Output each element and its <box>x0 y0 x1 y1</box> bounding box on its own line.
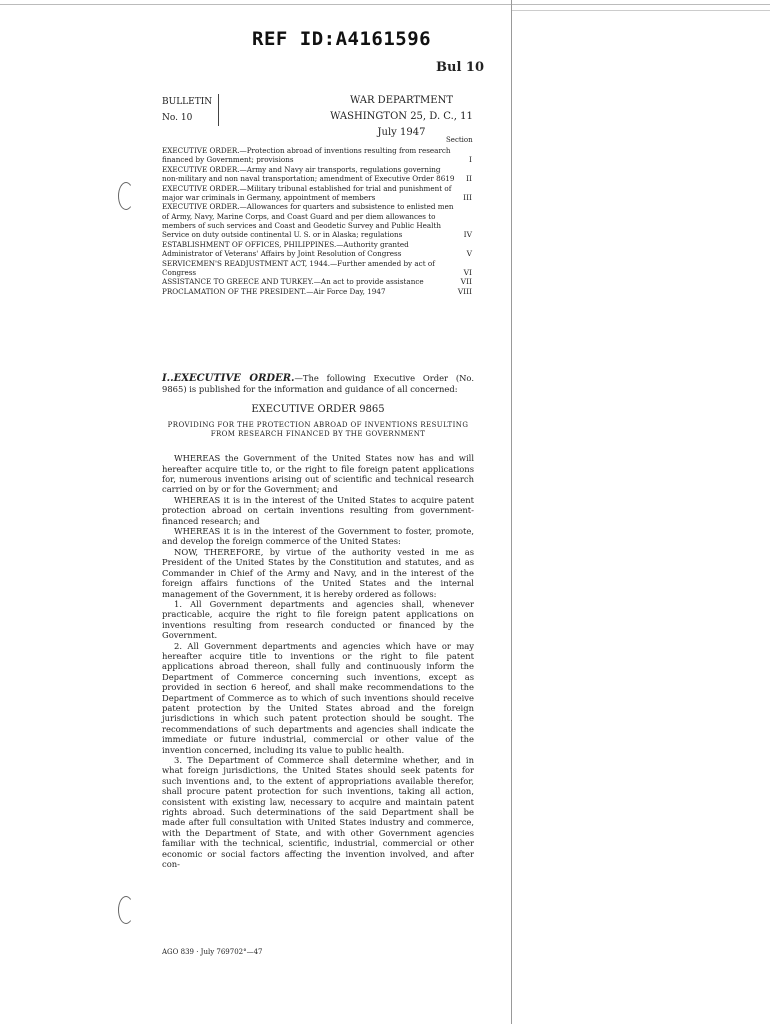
bulletin-block <box>162 94 219 126</box>
toc-item: ASSISTANCE TO GREECE AND TURKEY.—An act to provide assistance VII <box>162 277 472 287</box>
toc-item: SERVICEMEN'S READJUSTMENT ACT, 1944.—Further amended by act of Congress VI <box>162 258 472 277</box>
toc-section-heading: Section <box>446 136 473 144</box>
intro-paragraph <box>162 373 474 395</box>
table-of-contents <box>162 146 472 296</box>
top-rule <box>0 4 770 5</box>
toc-item: PROCLAMATION OF THE PRESIDENT.—Air Force Day, 1947 VIII <box>162 286 472 296</box>
paragraph: 3. The Department of Commerce shall determine whether, and in what foreign jurisdictions, the United States should seek patents for such inventions and, to the extent of appropriations available therefor, shall procure patent protection for such inventions, taking all action, consistent with existing law, necessary to acquire and maintain patent rights abroad. Such determinations of the said Department shall be made after full consultation with United States industry and commerce, with the Department of State, and with other Government agencies familiar with the technical, scientific, industrial, commercial or other economic or social factors affecting the invention involved, and after con- <box>162 755 474 870</box>
intro-text: —The following Executive Order (No. 9865) is published for the information and guidance of all concerned: <box>162 373 474 395</box>
bulletin-label: BULLETIN <box>162 97 213 107</box>
page-edge <box>511 0 512 1024</box>
paragraph: 1. All Government departments and agencies shall, whenever practicable, acquire the right to file foreign patent applications on inventions resulting from research conducted or financed by the Government. <box>162 598 474 641</box>
paragraph: WHEREAS it is in the interest of the Government to foster, promote, and develop the foreign commerce of the United States: <box>162 526 474 547</box>
adjacent-page-rule <box>512 10 770 11</box>
paragraph: 2. All Government departments and agencies which have or may hereafter acquire title to inventions or the right to file patent applications abroad thereon, shall fully and continuously inform the Department of Commerce concerning such inventions, except as provided in section 6 hereof, and shall make recommendations to the Department of Commerce as to which of such inventions should receive patent protection by the United States abroad and the foreign jurisdictions in which such patent protection should be sought. The recommendations of such departments and agencies shall indicate the immediate or future industrial, commercial or other value of the invention concerned, including its value to public health. <box>162 640 474 755</box>
department-name: WAR DEPARTMENT <box>349 95 454 106</box>
punch-hole <box>118 896 134 924</box>
paragraph: WHEREAS the Government of the United States now has and will hereafter acquire title to, or the right to file foreign patent applications for, numerous inventions arising out of scientific and technical research carried on by or for the Government; and <box>162 453 474 495</box>
print-footer: AGO 839 · July 769702°—47 <box>162 948 263 956</box>
executive-order-title: EXECUTIVE ORDER 9865 <box>251 403 385 415</box>
toc-item: EXECUTIVE ORDER.—Allowances for quarters and subsistence to enlisted men of Army, Navy, Marine Corps, and Coast Guard and per diem allowances to members of such services and Coast and Geodetic Survey and Public Health Service on duty outside continental U. S. or in Alaska; regulations IV <box>162 202 472 240</box>
bulletin-number: No. 10 <box>162 113 193 123</box>
department-block <box>329 93 474 141</box>
intro-heading: I..EXECUTIVE ORDER. <box>162 373 295 384</box>
bulletin-number-corner: Bul 10 <box>436 60 484 75</box>
toc-item: EXECUTIVE ORDER.—Military tribunal established for trial and punishment of major war criminals in Germany, appointment of members III <box>162 183 472 202</box>
paragraph: NOW, THEREFORE, by virtue of the authority vested in me as President of the United States by the Constitution and statutes, and as Commander in Chief of the Army and Navy, and in the interest of the foreign affairs functions of the United States and the internal management of the Government, it is hereby ordered as follows: <box>162 546 474 599</box>
dateline: WASHINGTON 25, D. C., 11 July 1947 <box>330 111 473 138</box>
executive-order-subtitle: PROVIDING FOR THE PROTECTION ABROAD OF INVENTIONS RESULTING FROM RESEARCH FINANCED BY THE GOVERNMENT <box>167 421 469 439</box>
punch-hole <box>118 182 134 210</box>
toc-item: EXECUTIVE ORDER.—Army and Navy air transports, regulations governing non-military and non naval transportation; amendment of Executive Order 8619 II <box>162 164 472 184</box>
paragraph: WHEREAS it is in the interest of the United States to acquire patent protection abroad on certain inventions resulting from government-financed research; and <box>162 494 474 526</box>
toc-item: ESTABLISHMENT OF OFFICES, PHILIPPINES.—Authority granted Administrator of Veterans' Affairs by Joint Resolution of Congress V <box>162 239 472 259</box>
toc-item: EXECUTIVE ORDER.—Protection abroad of inventions resulting from research financed by Government; provisions I <box>162 146 472 165</box>
ref-id-stamp: REF ID:A4161596 <box>252 28 432 50</box>
document-body <box>162 373 474 869</box>
